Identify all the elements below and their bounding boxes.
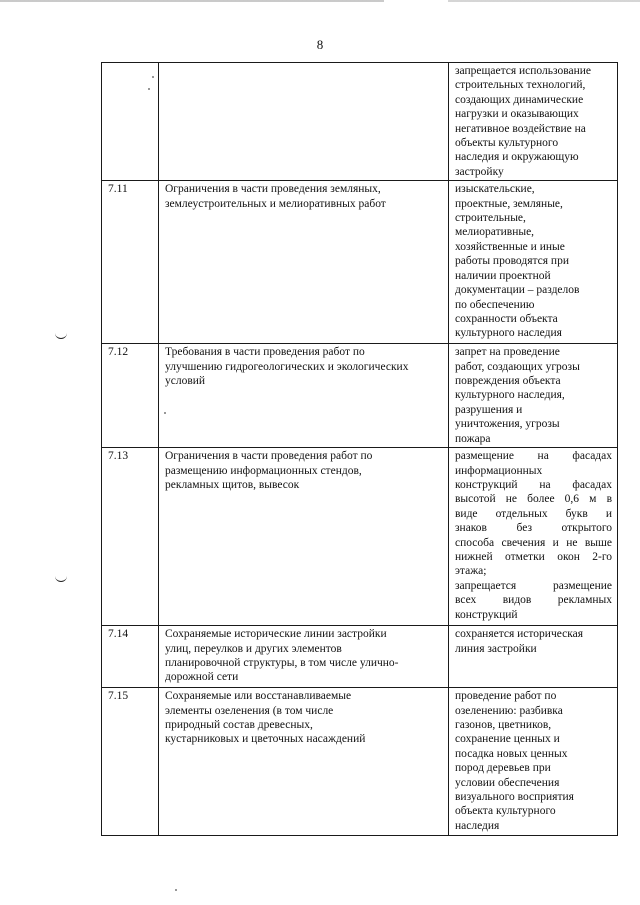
- requirement-line: размещение на фасадах: [455, 450, 612, 463]
- row-number-cell: 7.14: [102, 626, 159, 688]
- scan-speck: [175, 889, 177, 891]
- requirement-line: способа свечения и не выше: [455, 536, 612, 549]
- requirement-line: виде отдельных букв и: [455, 507, 612, 520]
- table-row: [102, 688, 618, 836]
- requirement-line: конструкций: [455, 608, 518, 621]
- table-row: [102, 63, 618, 181]
- row-number-cell: 7.13: [102, 448, 159, 626]
- requirements-table: [101, 62, 618, 836]
- requirement-line: всех видов рекламных: [455, 594, 612, 607]
- row-description-cell: [159, 63, 449, 181]
- row-description-cell: Ограничения в части проведения земляных, землеустроительных и мелиоративных работ: [159, 181, 449, 344]
- row-number-cell: 7.12: [102, 344, 159, 448]
- margin-binding-mark: [55, 576, 67, 582]
- row-description-cell: Ограничения в части проведения работ по размещению информационных стендов, рекламных щитов, вывесок: [159, 448, 449, 626]
- requirement-line: нижней отметки окон 2-го: [455, 550, 612, 563]
- table-row: [102, 181, 618, 344]
- row-number-cell: [102, 63, 159, 181]
- requirement-justified-text: [455, 449, 612, 622]
- row-requirement-cell: запрещается использование строительных технологий, создающих динамические нагрузки и оказывающих негативное воздействие на объекты культурного наследия и окружающую застройку: [449, 63, 618, 181]
- row-requirement-cell: проведение работ по озеленению: разбивка газонов, цветников, сохранение ценных и посадка новых ценных пород деревьев при условии обеспечения визуального восприятия объекта культурного наследия: [449, 688, 618, 836]
- row-description-cell: Сохраняемые исторические линии застройки улиц, переулков и других элементов планировочной структуры, в том числе улично- дорожной сети: [159, 626, 449, 688]
- table-row: [102, 626, 618, 688]
- requirement-line: информационных: [455, 464, 543, 477]
- requirement-line: знаков без открытого: [455, 522, 612, 535]
- table-row: [102, 448, 618, 626]
- row-number-cell: 7.11: [102, 181, 159, 344]
- row-requirement-cell: изыскательские, проектные, земляные, строительные, мелиоративные, хозяйственные и иные работы проводятся при наличии проектной документации – разделов по обеспечению сохранности объекта культурного наследия: [449, 181, 618, 344]
- row-description-cell: Сохраняемые или восстанавливаемые элементы озеленения (в том числе природный состав древесных, кустарниковых и цветочных насаждений: [159, 688, 449, 836]
- requirement-line: этажа;: [455, 565, 487, 578]
- scan-edge-line: [0, 0, 640, 2]
- row-description-cell: Требования в части проведения работ по улучшению гидрогеологических и экологических условий: [159, 344, 449, 448]
- row-number-cell: 7.15: [102, 688, 159, 836]
- row-requirement-cell: сохраняется историческая линия застройки: [449, 626, 618, 688]
- margin-binding-mark: [55, 333, 67, 339]
- requirement-line: конструкций на фасадах: [455, 478, 612, 491]
- requirement-line: высотой не более 0,6 м в: [455, 493, 612, 506]
- table-row: [102, 344, 618, 448]
- page-number: 8: [316, 37, 324, 52]
- row-requirement-cell: запрет на проведение работ, создающих угрозы повреждения объекта культурного наследия, разрушения и уничтожения, угрозы пожара: [449, 344, 618, 448]
- row-requirement-cell: [449, 448, 618, 626]
- requirement-line: запрещается размещение: [455, 579, 612, 592]
